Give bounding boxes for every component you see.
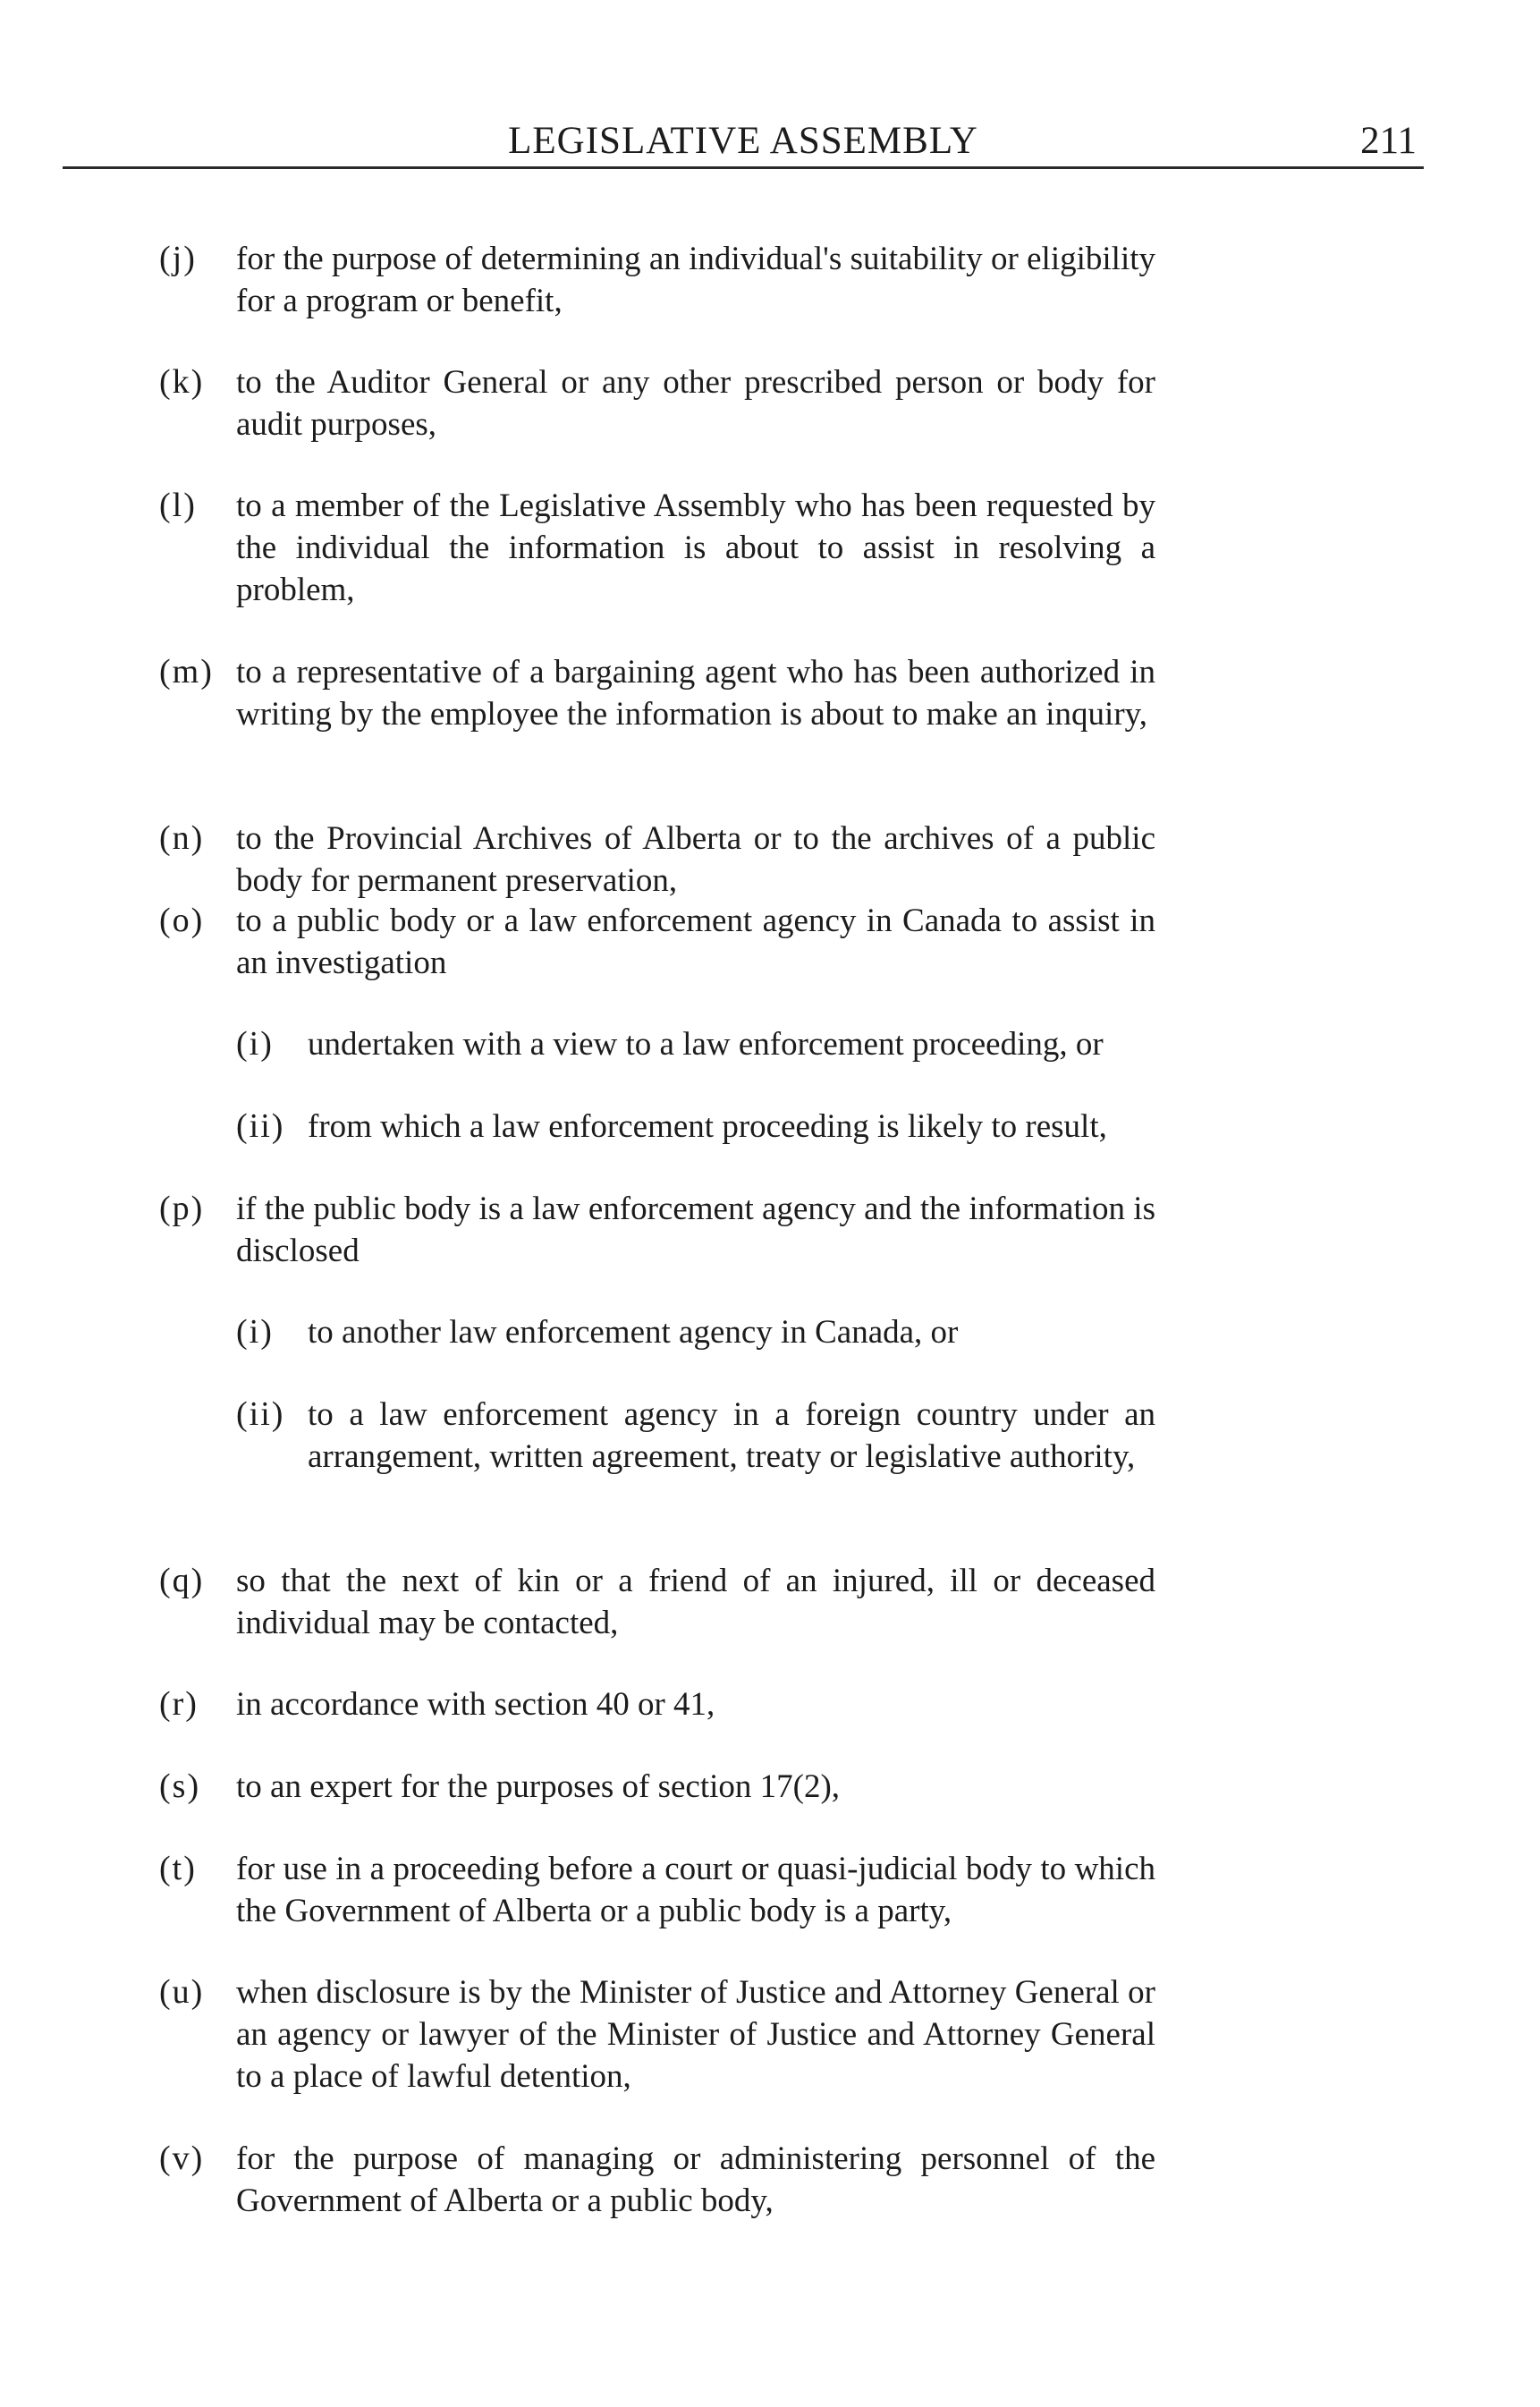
clause-text: for use in a proceeding before a court or quasi-judicial body to which the Government of Alberta or a public body is a party, <box>236 1851 1155 1929</box>
clause-text: in accordance with section 40 or 41, <box>236 1686 715 1723</box>
clause-label: (l) <box>159 487 197 524</box>
subclause-label: (ii) <box>236 1395 285 1433</box>
page-number: 211 <box>1360 120 1417 162</box>
subclause-text: undertaken with a view to a law enforcement proceeding, or <box>308 1026 1104 1063</box>
subclause-text: to another law enforcement agency in Canada, or <box>308 1314 959 1351</box>
clause-label: (m) <box>159 653 214 691</box>
clause-label: (r) <box>159 1685 199 1723</box>
subclause-text: to a law enforcement agency in a foreign country under an arrangement, written agreement, treaty or legislative authority, <box>308 1396 1155 1475</box>
clause-text: to a public body or a law enforcement agency in Canada to assist in an investigation <box>236 903 1155 981</box>
clause-text: when disclosure is by the Minister of Justice and Attorney General or an agency or lawyer of the Minister of Justice and Attorney General to a place of lawful detention, <box>236 1974 1155 2095</box>
clause-label: (p) <box>159 1190 205 1227</box>
subclause-label: (i) <box>236 1025 274 1063</box>
clause-text: to the Provincial Archives of Alberta or to the archives of a public body for permanent preservation, <box>236 820 1155 899</box>
clause-label: (u) <box>159 1973 205 2011</box>
clause-text: to a representative of a bargaining agent who has been authorized in writing by the employee the information is about to make an inquiry, <box>236 654 1155 733</box>
header-rule <box>63 166 1424 169</box>
clause-text: to an expert for the purposes of section 17(2), <box>236 1768 841 1805</box>
clause-text: for the purpose of managing or administering personnel of the Government of Alberta or a public body, <box>236 2140 1155 2219</box>
clause-text: if the public body is a law enforcement agency and the information is disclosed <box>236 1191 1155 1269</box>
clause-label: (q) <box>159 1562 205 1599</box>
clause-text: for the purpose of determining an individual's suitability or eligibility for a program or benefit, <box>236 241 1155 319</box>
clause-label: (o) <box>159 902 205 939</box>
clause-label: (t) <box>159 1850 197 1887</box>
clause-label: (v) <box>159 2140 205 2177</box>
subclause-label: (ii) <box>236 1107 285 1145</box>
clause-text: to the Auditor General or any other prescribed person or body for audit purposes, <box>236 364 1155 443</box>
clause-label: (n) <box>159 819 205 857</box>
subclause-label: (i) <box>236 1313 274 1351</box>
running-header <box>63 114 1424 168</box>
clause-text: to a member of the Legislative Assembly who has been requested by the individual the information is about to assist in resolving a problem, <box>236 487 1155 608</box>
clause-label: (j) <box>159 240 197 277</box>
clause-text: so that the next of kin or a friend of an injured, ill or deceased individual may be contacted, <box>236 1563 1155 1641</box>
subclause-text: from which a law enforcement proceeding is likely to result, <box>308 1108 1107 1145</box>
clause-label: (k) <box>159 363 205 401</box>
running-head-title: LEGISLATIVE ASSEMBLY <box>508 120 978 162</box>
clause-label: (s) <box>159 1767 201 1805</box>
